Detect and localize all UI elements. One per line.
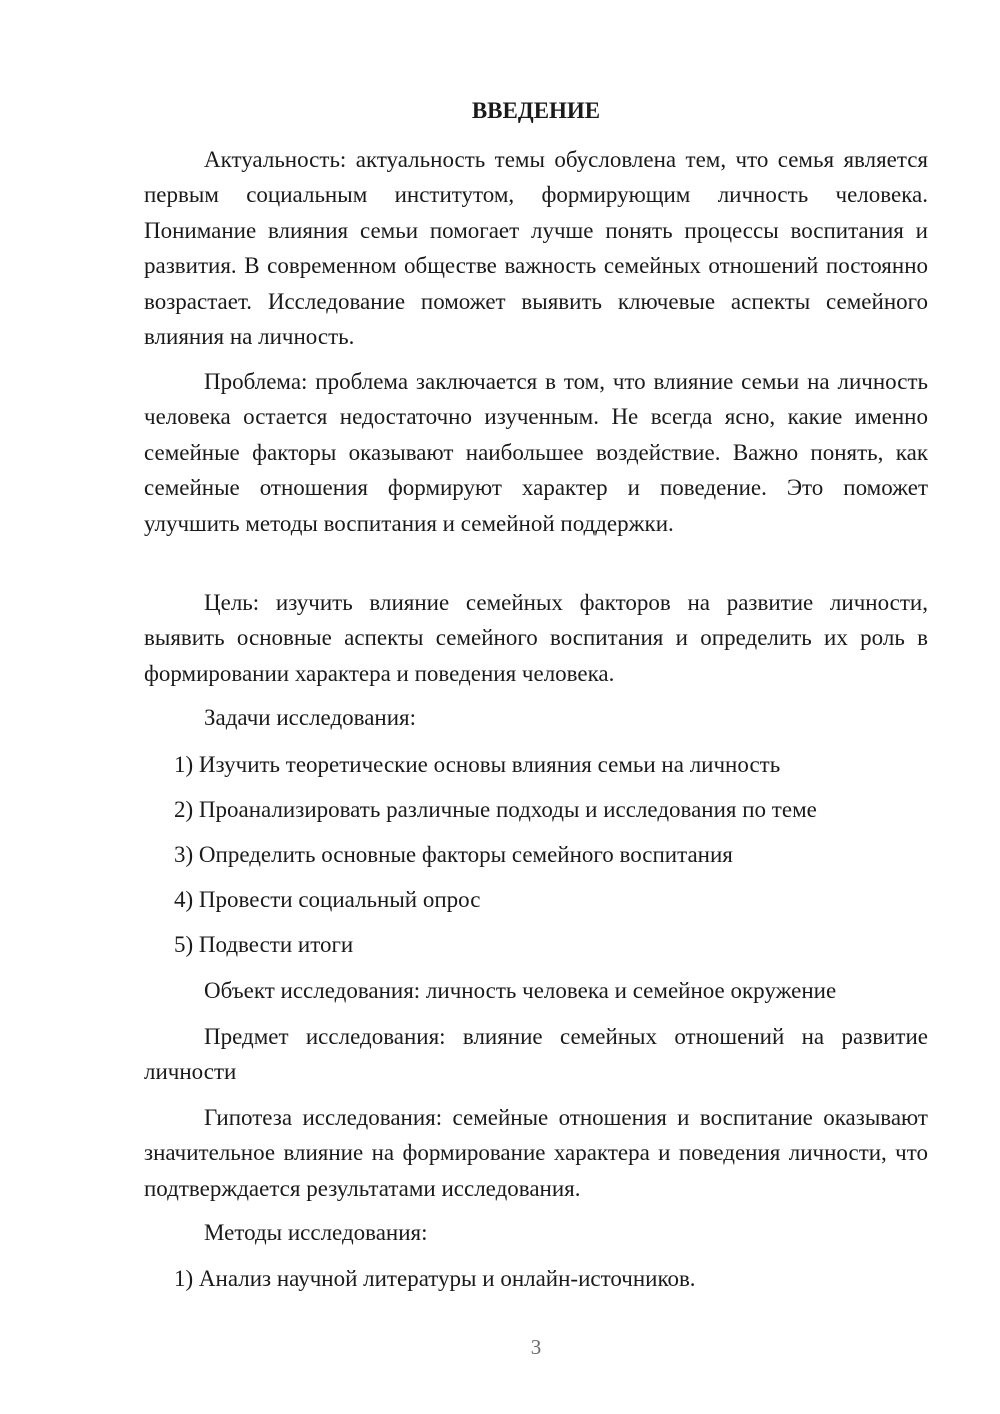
- task-item: 5) Подвести итоги: [174, 932, 354, 957]
- subject-text: Предмет исследования: влияние семейных отношений на развитие личности: [144, 1024, 928, 1085]
- hypothesis-text: Гипотеза исследования: семейные отношения и воспитание оказывают значительное влияние на формирование характера и поведения личности, что подтверждается результатами исследования.: [144, 1105, 928, 1201]
- object-line: Объект исследования: личность человека и семейное окружение: [204, 978, 837, 1003]
- relevance-paragraph: [144, 142, 928, 354]
- task-item: 2) Проанализировать различные подходы и исследования по теме: [174, 797, 817, 822]
- method-item: 1) Анализ научной литературы и онлайн-источников.: [174, 1266, 696, 1291]
- task-item: 4) Провести социальный опрос: [174, 887, 481, 912]
- hypothesis-paragraph: [144, 1100, 928, 1206]
- relevance-text: Актуальность: актуальность темы обусловлена тем, что семья является первым социальным институтом, формирующим личность человека. Понимание влияния семьи помогает лучше понять процессы воспитания и развития. В современном обществе важность семейных отношений постоянно возрастает. Исследование поможет выявить ключевые аспекты семейного влияния на личность.: [144, 147, 928, 350]
- tasks-heading: Задачи исследования:: [204, 705, 417, 730]
- problem-text: Проблема: проблема заключается в том, что влияние семьи на личность человека остается недостаточно изученным. Не всегда ясно, какие именно семейные факторы оказывают наибольшее воздействие. Важно понять, как семейные отношения формируют характер и поведение. Это поможет улучшить методы воспитания и семейной поддержки.: [144, 369, 928, 536]
- page-number: 3: [530, 1335, 542, 1359]
- methods-heading: Методы исследования:: [204, 1220, 428, 1245]
- section-title: ВВЕДЕНИЕ: [471, 98, 601, 123]
- task-item: 3) Определить основные факторы семейного воспитания: [174, 842, 733, 867]
- goal-paragraph: [144, 585, 928, 691]
- goal-text: Цель: изучить влияние семейных факторов на развитие личности, выявить основные аспекты семейного воспитания и определить их роль в формировании характера и поведения человека.: [144, 590, 928, 686]
- problem-paragraph: [144, 364, 928, 541]
- task-item: 1) Изучить теоретические основы влияния семьи на личность: [174, 752, 781, 777]
- subject-paragraph: [144, 1019, 928, 1090]
